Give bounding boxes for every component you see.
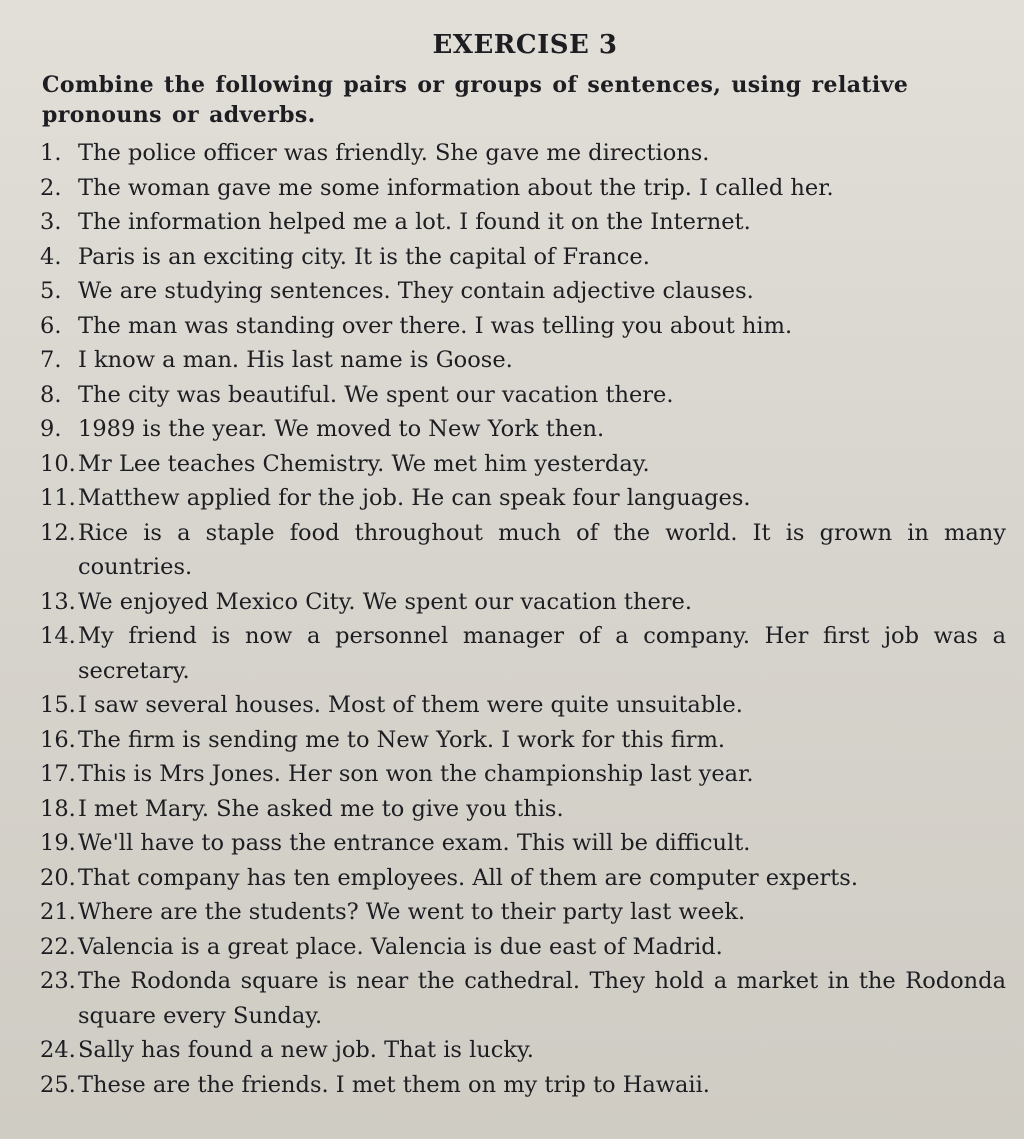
exercise-item: [40, 930, 1010, 965]
item-number: 6.: [40, 312, 62, 339]
item-number: 24.: [40, 1037, 76, 1063]
item-text: Rice is a staple food throughout much of the world. It is grown in many countries.: [78, 519, 1006, 580]
item-number: 18.: [40, 795, 76, 822]
item-text: The information helped me a lot. I found it on the Internet.: [78, 209, 751, 235]
item-text: Paris is an exciting city. It is the capital of France.: [78, 243, 650, 270]
item-text: That company has ten employees. All of them are computer experts.: [78, 864, 859, 891]
item-number: 21.: [40, 899, 76, 925]
item-text: I met Mary. She asked me to give you this.: [78, 795, 564, 822]
exercise-item: [40, 1033, 1010, 1068]
item-number: 22.: [40, 933, 76, 960]
exercise-item: [40, 447, 1010, 482]
sentence-list: [40, 136, 1010, 1102]
item-number: 2.: [40, 174, 62, 201]
exercise-item: [40, 688, 1010, 723]
item-text: Valencia is a great place. Valencia is due east of Madrid.: [78, 933, 723, 960]
exercise-item: [40, 412, 1010, 447]
exercise-item: [40, 964, 1010, 1033]
item-text: Sally has found a new job. That is lucky.: [78, 1037, 534, 1063]
item-number: 13.: [40, 588, 76, 615]
item-number: 10.: [40, 450, 76, 477]
exercise-item: [40, 240, 1010, 275]
exercise-item: [40, 378, 1010, 413]
exercise-item: [40, 309, 1010, 344]
item-number: 8.: [40, 381, 62, 408]
item-number: 16.: [40, 726, 76, 753]
item-number: 23.: [40, 968, 76, 994]
item-number: 9.: [40, 416, 62, 442]
exercise-item: [40, 343, 1010, 378]
item-text: The Rodonda square is near the cathedral. They hold a market in the Rodonda square every Sunday.: [78, 968, 1006, 1029]
item-text: We enjoyed Mexico City. We spent our vacation there.: [78, 588, 692, 615]
item-number: 19.: [40, 830, 76, 856]
item-number: 1.: [40, 140, 62, 166]
item-number: 12.: [40, 519, 76, 546]
item-text: Where are the students? We went to their party last week.: [78, 899, 746, 925]
exercise-title: EXERCISE 3: [432, 30, 618, 60]
item-text: We'll have to pass the entrance exam. This will be difficult.: [78, 830, 751, 856]
item-number: 3.: [40, 209, 62, 235]
item-text: The man was standing over there. I was telling you about him.: [78, 312, 793, 339]
item-text: We are studying sentences. They contain adjective clauses.: [78, 278, 754, 304]
item-text: Mr Lee teaches Chemistry. We met him yesterday.: [78, 450, 650, 477]
exercise-item: [40, 171, 1010, 206]
item-number: 14.: [40, 623, 76, 649]
item-text: My friend is now a personnel manager of a company. Her first job was a secretary.: [78, 623, 1006, 684]
exercise-item: [40, 895, 1010, 930]
exercise-item: [40, 1068, 1010, 1103]
exercise-item: [40, 723, 1010, 758]
exercise-item: [40, 205, 1010, 240]
item-text: Matthew applied for the job. He can speak four languages.: [78, 485, 751, 511]
item-number: 7.: [40, 347, 62, 373]
item-text: 1989 is the year. We moved to New York then.: [78, 416, 605, 442]
exercise-item: [40, 792, 1010, 827]
item-text: The firm is sending me to New York. I work for this firm.: [78, 726, 726, 753]
item-text: I saw several houses. Most of them were quite unsuitable.: [78, 692, 743, 718]
exercise-item: [40, 861, 1010, 896]
item-text: These are the friends. I met them on my trip to Hawaii.: [78, 1071, 710, 1098]
exercise-instructions: Combine the following pairs or groups of sentences, using relative pronouns or adverbs.: [42, 72, 909, 128]
item-number: 15.: [40, 692, 76, 718]
exercise-item: [40, 136, 1010, 171]
item-text: The woman gave me some information about the trip. I called her.: [78, 174, 834, 201]
exercise-item: [40, 516, 1010, 585]
exercise-item: [40, 274, 1010, 309]
exercise-item: [40, 826, 1010, 861]
exercise-item: [40, 757, 1010, 792]
exercise-item: [40, 481, 1010, 516]
exercise-item: [40, 585, 1010, 620]
item-number: 20.: [40, 864, 76, 891]
item-number: 11.: [40, 485, 76, 511]
item-number: 25.: [40, 1071, 76, 1098]
item-number: 4.: [40, 243, 62, 270]
item-text: The city was beautiful. We spent our vacation there.: [78, 381, 674, 408]
item-number: 17.: [40, 761, 76, 787]
item-text: The police officer was friendly. She gave me directions.: [78, 140, 710, 166]
exercise-item: [40, 619, 1010, 688]
item-text: I know a man. His last name is Goose.: [78, 347, 513, 373]
item-number: 5.: [40, 278, 62, 304]
item-text: This is Mrs Jones. Her son won the championship last year.: [78, 761, 754, 787]
